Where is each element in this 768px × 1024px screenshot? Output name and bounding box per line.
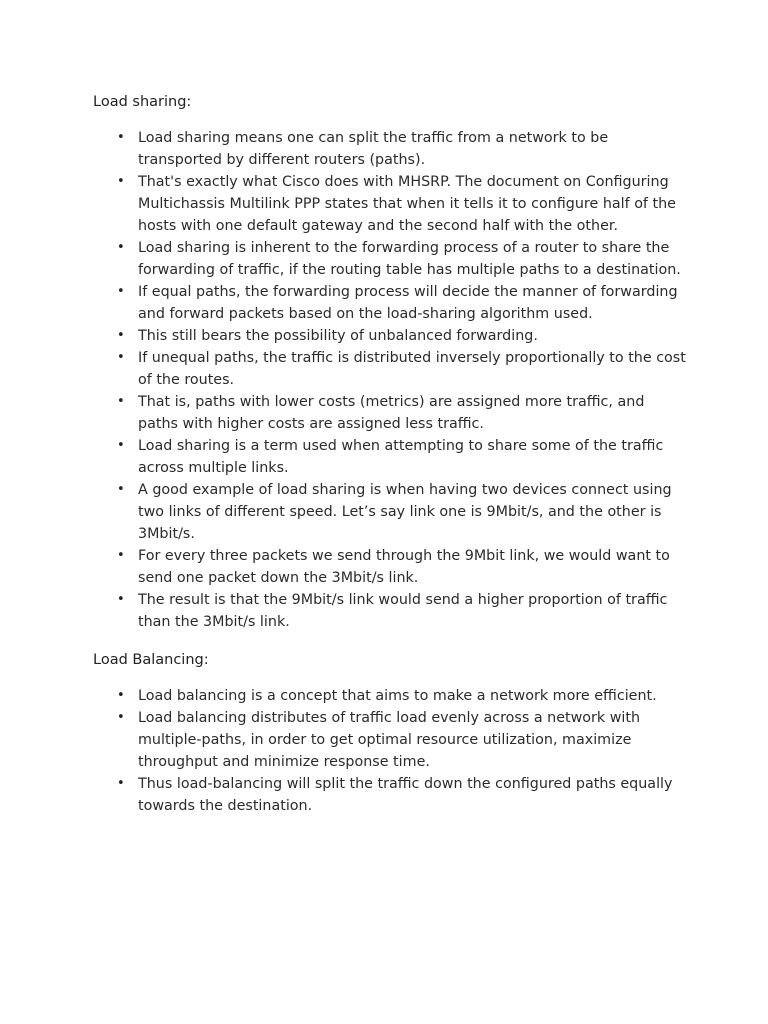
bullet-icon: • — [117, 284, 125, 299]
list-item-text: Load balancing is a concept that aims to make a network more efficient. — [138, 688, 657, 704]
list-item — [93, 707, 688, 773]
list-item — [93, 589, 688, 633]
bullet-icon: • — [117, 240, 125, 255]
list-item — [93, 391, 688, 435]
load-sharing-list — [93, 127, 688, 633]
bullet-icon: • — [117, 710, 125, 725]
bullet-icon: • — [117, 688, 125, 703]
list-item — [93, 171, 688, 237]
list-item-text: For every three packets we send through the 9Mbit link, we would want to send one packet down the 3Mbit/s link. — [138, 548, 670, 586]
section-heading-load-balancing: Load Balancing: — [93, 652, 209, 668]
list-item — [93, 127, 688, 171]
list-item — [93, 773, 688, 817]
list-item-text: Load sharing means one can split the traffic from a network to be transported by different routers (paths). — [138, 130, 609, 168]
bullet-icon: • — [117, 174, 125, 189]
bullet-icon: • — [117, 328, 125, 343]
bullet-icon: • — [117, 482, 125, 497]
list-item — [93, 685, 688, 707]
list-item — [93, 479, 688, 545]
bullet-icon: • — [117, 394, 125, 409]
list-item — [93, 435, 688, 479]
list-item-text: Load sharing is a term used when attempting to share some of the traffic across multiple links. — [138, 438, 664, 476]
list-item-text: If equal paths, the forwarding process will decide the manner of forwarding and forward packets based on the load-sharing algorithm used. — [138, 284, 678, 322]
list-item — [93, 325, 688, 347]
list-item-text: The result is that the 9Mbit/s link would send a higher proportion of traffic than the 3Mbit/s link. — [138, 592, 668, 630]
bullet-icon: • — [117, 130, 125, 145]
bullet-icon: • — [117, 438, 125, 453]
list-item-text: A good example of load sharing is when having two devices connect using two links of different speed. Let’s say link one is 9Mbit/s, and the other is 3Mbit/s. — [138, 482, 672, 542]
bullet-icon: • — [117, 350, 125, 365]
list-item — [93, 237, 688, 281]
list-item-text: If unequal paths, the traffic is distributed inversely proportionally to the cost of the routes. — [138, 350, 686, 388]
list-item-text: This still bears the possibility of unbalanced forwarding. — [138, 328, 538, 344]
list-item-text: That's exactly what Cisco does with MHSRP. The document on Configuring Multichassis Multilink PPP states that when it tells it to configure half of the hosts with one default gateway and the second half with the other. — [138, 174, 676, 234]
list-item-text: Load balancing distributes of traffic load evenly across a network with multiple-paths, in order to get optimal resource utilization, maximize throughput and minimize response time. — [138, 710, 641, 770]
list-item — [93, 545, 688, 589]
list-item-text: That is, paths with lower costs (metrics) are assigned more traffic, and paths with higher costs are assigned less traffic. — [138, 394, 645, 432]
list-item — [93, 347, 688, 391]
bullet-icon: • — [117, 776, 125, 791]
list-item-text: Load sharing is inherent to the forwarding process of a router to share the forwarding of traffic, if the routing table has multiple paths to a destination. — [138, 240, 681, 278]
list-item — [93, 281, 688, 325]
load-balancing-list — [93, 685, 688, 817]
section-heading-load-sharing: Load sharing: — [93, 94, 192, 110]
bullet-icon: • — [117, 548, 125, 563]
list-item-text: Thus load-balancing will split the traffic down the configured paths equally towards the destination. — [138, 776, 673, 814]
bullet-icon: • — [117, 592, 125, 607]
